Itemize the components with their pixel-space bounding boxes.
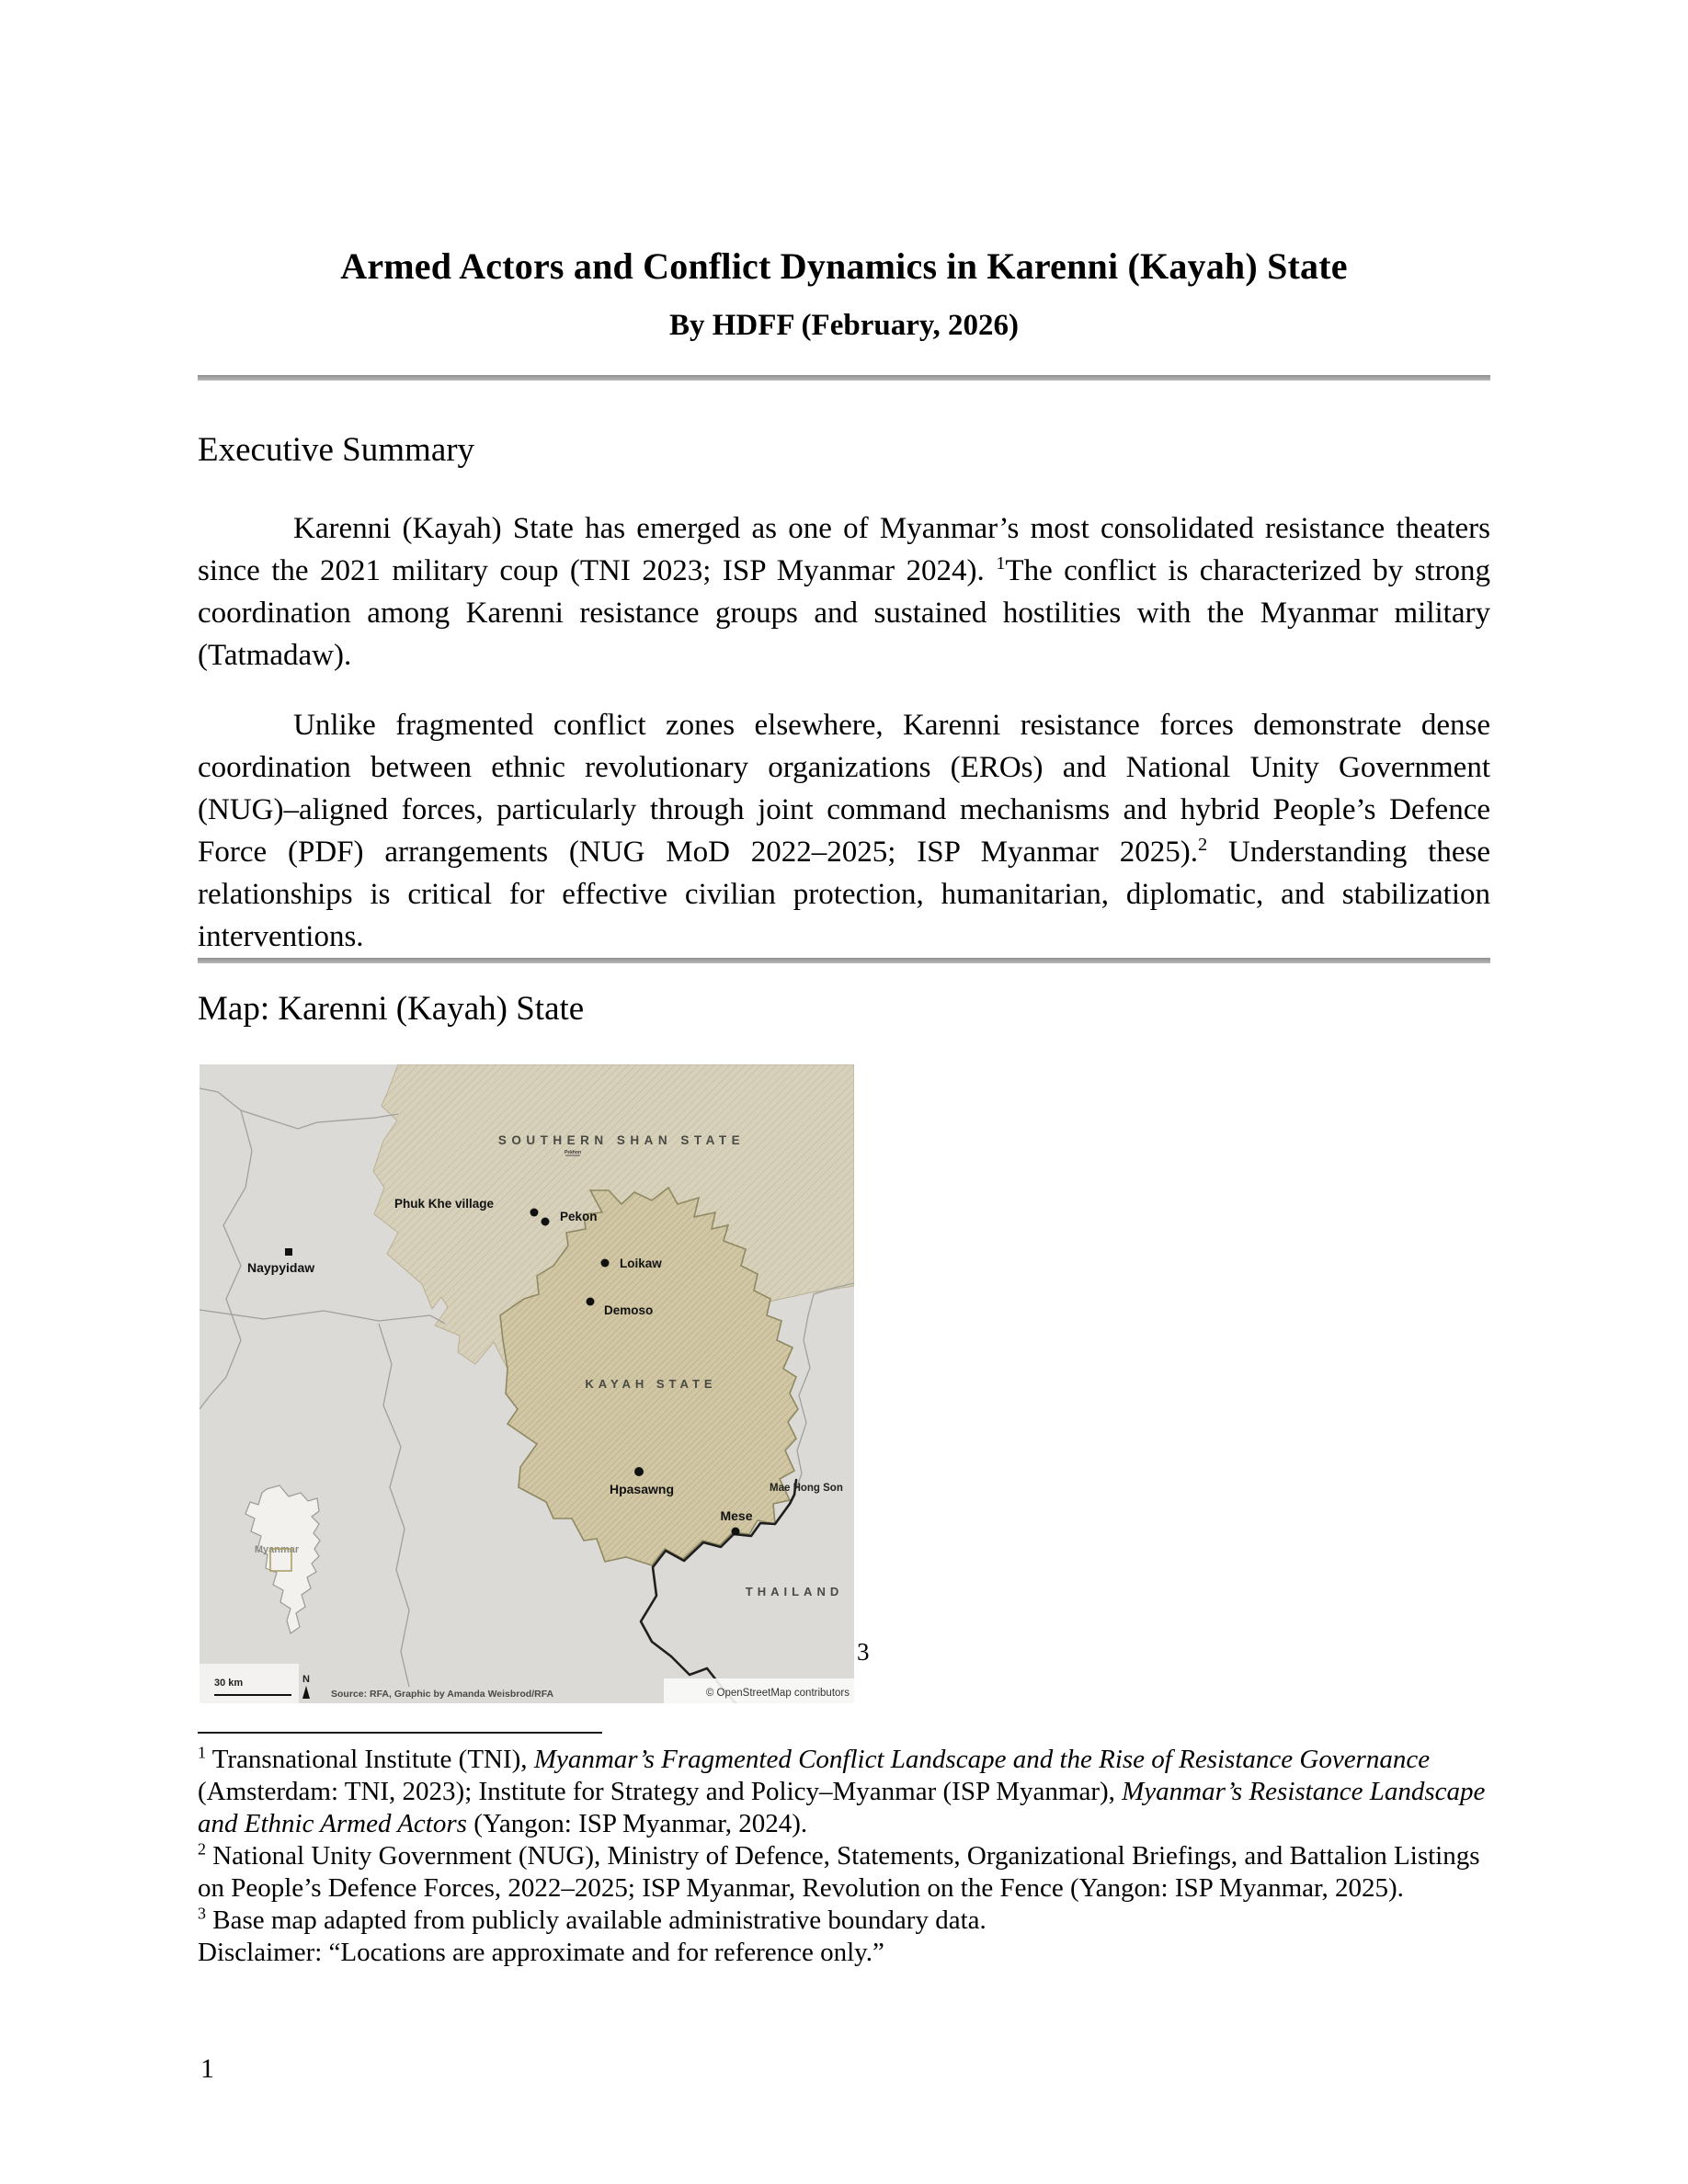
map-marker-naypyidaw: [285, 1248, 292, 1256]
footnote-1-text-end: (Yangon: ISP Myanmar, 2024).: [466, 1809, 808, 1838]
map-marker-mese: [732, 1528, 740, 1536]
map-inset-label-myanmar: Myanmar: [254, 1544, 300, 1555]
footnote-3-text: Base map adapted from publicly available administrative boundary data.: [205, 1905, 987, 1935]
map-north-label: N: [302, 1674, 310, 1685]
footnote-disclaimer: [198, 1937, 1490, 1969]
byline: By HDFF (February, 2026): [668, 309, 1020, 342]
map-label-pekhon-underline: [565, 1155, 580, 1156]
map-source-text: Source: RFA, Graphic by Amanda Weisbrod/RFA: [331, 1689, 554, 1700]
footnote-2-text: National Unity Government (NUG), Ministry of Defence, Statements, Organizational Briefings, and Battalion Listings on People’s Defence Forces, 2022–2025; ISP Myanmar, Revolution on the Fence (Yangon: ISP Myanmar, 2025).: [198, 1841, 1480, 1903]
map-image-karenni-kayah-state: [200, 1064, 854, 1703]
footnote-separator: [198, 1732, 602, 1734]
paragraph-2: [198, 704, 1490, 958]
map-osm-credit: © OpenStreetMap contributors: [705, 1688, 850, 1699]
footnote-1-marker: 1: [198, 1743, 206, 1762]
paragraph-1-text: Karenni (Kayah) State has emerged as one of Myanmar’s most consolidated resistance theaters since the 2021 military coup (TNI 2023; ISP Myanmar 2024).: [198, 512, 1490, 587]
map-label-pekhon-small: Pekhon: [564, 1150, 582, 1155]
map-label-naypyidaw: Naypyidaw: [247, 1260, 315, 1275]
footnote-1: [198, 1744, 1490, 1840]
paragraph-1-text-cont: The conflict is characterized by strong coordination among Karenni resistance groups and sustained hostilities with the Myanmar military (Tatmadaw).: [198, 554, 1491, 672]
footnote-marker-2: 2: [1197, 835, 1208, 855]
paragraph-2-text: Unlike fragmented conflict zones elsewhere, Karenni resistance forces demonstrate dense coordination between ethnic revolutionary organizations (EROs) and National Unity Government (NUG)–aligned forces, particularly through joint command mechanisms and hybrid People’s Defence Force (PDF) arrangements (NUG MoD 2022–2025; ISP Myanmar 2025).: [198, 709, 1490, 869]
map-marker-demoso: [587, 1298, 595, 1306]
page-title: Armed Actors and Conflict Dynamics in Karenni (Kayah) State: [340, 245, 1348, 287]
map-marker-hpasawng: [634, 1467, 644, 1476]
section-heading-map: Map: Karenni (Kayah) State: [198, 990, 585, 1028]
map-label-mae-hong-son: Mae Hong Son: [770, 1483, 843, 1494]
map-label-hpasawng: Hpasawng: [609, 1482, 675, 1496]
paragraph-2-text-cont: Understanding these relationships is critical for effective civilian protection, humanitarian, diplomatic, and stabilization interventions.: [198, 836, 1490, 953]
map-label-southern-shan-state: SOUTHERN SHAN STATE: [497, 1133, 746, 1147]
section-heading-executive-summary: Executive Summary: [198, 431, 475, 469]
map-marker-phuk-khe-village: [530, 1209, 539, 1217]
horizontal-rule: [198, 958, 1490, 963]
footnote-1-text-cont: (Amsterdam: TNI, 2023); Institute for Strategy and Policy–Myanmar (ISP Myanmar),: [198, 1777, 1123, 1806]
paragraph-1: [198, 507, 1490, 677]
map-label-loikaw: Loikaw: [620, 1257, 662, 1270]
map-label-phuk-khe-village: Phuk Khe village: [394, 1197, 495, 1211]
horizontal-rule: [198, 375, 1490, 381]
footnote-marker-1: 1: [996, 553, 1006, 574]
map-label-demoso: Demoso: [604, 1303, 654, 1317]
map-label-mese: Mese: [720, 1508, 753, 1523]
map-marker-loikaw: [601, 1259, 610, 1268]
footnote-1-title-italic: Myanmar’s Fragmented Conflict Landscape and the Rise of Resistance Governance: [533, 1745, 1431, 1774]
footnote-disclaimer-text: Disclaimer: “Locations are approximate and for reference only.”: [198, 1938, 884, 1967]
footnote-1-text: Transnational Institute (TNI),: [205, 1745, 534, 1774]
footnote-3: [198, 1905, 1490, 1937]
map-footnote-reference: 3: [857, 1638, 870, 1666]
map-label-thailand: THAILAND: [745, 1585, 844, 1598]
page-number: 1: [200, 2053, 214, 2084]
footnote-1-title2-italic: Myanmar’s Resistance Landscape and Ethnic Armed Actors: [198, 1777, 1486, 1838]
footnote-3-marker: 3: [198, 1904, 206, 1923]
map-marker-pekon: [542, 1218, 550, 1226]
footnote-2: [198, 1840, 1490, 1905]
map-label-kayah-state: KAYAH STATE: [585, 1377, 717, 1391]
map-label-pekon: Pekon: [560, 1210, 598, 1223]
footnote-2-marker: 2: [198, 1839, 206, 1859]
footnotes-block: [198, 1744, 1490, 1969]
map-scale-label: 30 km: [214, 1678, 244, 1689]
